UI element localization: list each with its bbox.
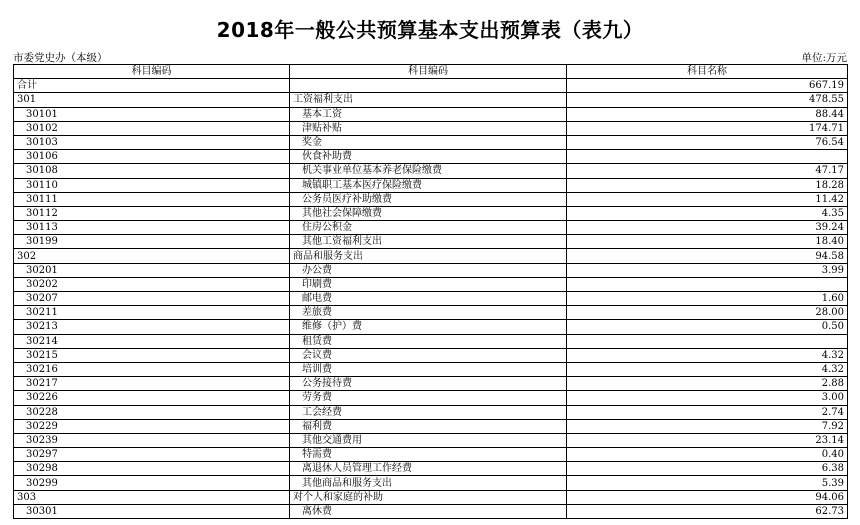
row-code: 30239 [14,433,290,447]
table-row [14,334,848,348]
row-code: 30299 [14,476,290,490]
row-amount: 3.00 [567,391,848,405]
row-name: 工资福利支出 [290,93,567,107]
row-name: 公务接待费 [290,377,567,391]
row-name: 住房公积金 [290,221,567,235]
row-amount [567,150,848,164]
row-name: 其他交通费用 [290,433,567,447]
row-name: 福利费 [290,419,567,433]
row-amount: 39.24 [567,221,848,235]
row-amount: 28.00 [567,306,848,320]
table-row [14,405,848,419]
row-name: 维修（护）费 [290,320,567,334]
row-code: 30101 [14,107,290,121]
table-row [14,476,848,490]
row-code: 30211 [14,306,290,320]
row-amount: 62.73 [567,504,848,518]
row-name: 奖金 [290,135,567,149]
row-amount: 94.06 [567,490,848,504]
row-name: 离退休人员管理工作经费 [290,462,567,476]
row-code: 30110 [14,178,290,192]
row-code: 30213 [14,320,290,334]
row-amount: 18.40 [567,235,848,249]
row-amount: 6.38 [567,462,848,476]
row-code: 30229 [14,419,290,433]
row-name: 会议费 [290,348,567,362]
table-row [14,419,848,433]
row-code: 合计 [14,79,290,93]
row-code: 30214 [14,334,290,348]
table-row [14,121,848,135]
row-name: 机关事业单位基本养老保险缴费 [290,164,567,178]
table-row [14,292,848,306]
table-row [14,504,848,518]
row-amount: 4.32 [567,348,848,362]
row-name: 印刷费 [290,277,567,291]
row-name: 租赁费 [290,334,567,348]
row-name: 劳务费 [290,391,567,405]
row-name: 办公费 [290,263,567,277]
table-row [14,178,848,192]
table-row [14,206,848,220]
row-amount: 3.99 [567,263,848,277]
row-name: 城镇职工基本医疗保险缴费 [290,178,567,192]
table-row [14,235,848,249]
table-row [14,192,848,206]
table-row [14,150,848,164]
row-code: 30216 [14,362,290,376]
row-code: 30202 [14,277,290,291]
table-header-row [14,65,848,79]
row-code: 30199 [14,235,290,249]
table-row [14,490,848,504]
table-row [14,107,848,121]
row-amount: 5.39 [567,476,848,490]
row-name: 商品和服务支出 [290,249,567,263]
row-name: 基本工资 [290,107,567,121]
row-code: 30207 [14,292,290,306]
row-code: 30226 [14,391,290,405]
table-row [14,249,848,263]
row-name: 津贴补贴 [290,121,567,135]
table-row [14,433,848,447]
row-code: 301 [14,93,290,107]
row-name: 离休费 [290,504,567,518]
row-code: 30217 [14,377,290,391]
table-row [14,306,848,320]
header-name: 科目名称 [567,65,848,79]
row-name: 差旅费 [290,306,567,320]
row-code: 30215 [14,348,290,362]
table-row [14,391,848,405]
row-code: 30228 [14,405,290,419]
row-code: 30201 [14,263,290,277]
page-title: 2018年一般公共预算基本支出预算表（表九） [216,18,644,42]
table-row [14,164,848,178]
row-amount: 47.17 [567,164,848,178]
row-amount [567,334,848,348]
row-amount: 174.71 [567,121,848,135]
row-code: 30113 [14,221,290,235]
row-amount: 1.60 [567,292,848,306]
row-amount: 0.50 [567,320,848,334]
table-row [14,348,848,362]
row-code: 30112 [14,206,290,220]
row-code: 30301 [14,504,290,518]
row-code: 30103 [14,135,290,149]
row-amount: 76.54 [567,135,848,149]
row-name [290,79,567,93]
row-amount: 667.19 [567,79,848,93]
row-name: 工会经费 [290,405,567,419]
row-name: 伙食补助费 [290,150,567,164]
row-code: 30106 [14,150,290,164]
row-code: 303 [14,490,290,504]
row-code: 30111 [14,192,290,206]
row-name: 邮电费 [290,292,567,306]
table-row [14,135,848,149]
table-row [14,79,848,93]
row-amount: 7.92 [567,419,848,433]
row-code: 302 [14,249,290,263]
table-row [14,221,848,235]
row-amount: 4.32 [567,362,848,376]
row-amount: 2.88 [567,377,848,391]
budget-table [13,64,848,519]
row-name: 培训费 [290,362,567,376]
header-code-2: 科目编码 [290,65,567,79]
row-amount: 4.35 [567,206,848,220]
row-code: 30298 [14,462,290,476]
row-amount: 11.42 [567,192,848,206]
table-row [14,377,848,391]
table-row [14,362,848,376]
table-row [14,93,848,107]
table-row [14,320,848,334]
table-body [14,79,848,519]
row-amount: 23.14 [567,433,848,447]
row-amount: 94.58 [567,249,848,263]
row-name: 其他商品和服务支出 [290,476,567,490]
row-amount: 2.74 [567,405,848,419]
row-name: 其他工资福利支出 [290,235,567,249]
row-amount: 0.40 [567,448,848,462]
row-name: 公务员医疗补助缴费 [290,192,567,206]
row-name: 对个人和家庭的补助 [290,490,567,504]
row-amount: 478.55 [567,93,848,107]
row-code: 30108 [14,164,290,178]
unit-label: 单位:万元 [801,52,847,64]
table-row [14,448,848,462]
row-amount: 18.28 [567,178,848,192]
table-row [14,462,848,476]
row-code: 30297 [14,448,290,462]
row-code: 30102 [14,121,290,135]
row-amount: 88.44 [567,107,848,121]
table-row [14,263,848,277]
row-name: 特需费 [290,448,567,462]
table-row [14,277,848,291]
row-name: 其他社会保障缴费 [290,206,567,220]
unit-name: 市委党史办（本级） [13,52,108,64]
header-code-1: 科目编码 [14,65,290,79]
row-amount [567,277,848,291]
